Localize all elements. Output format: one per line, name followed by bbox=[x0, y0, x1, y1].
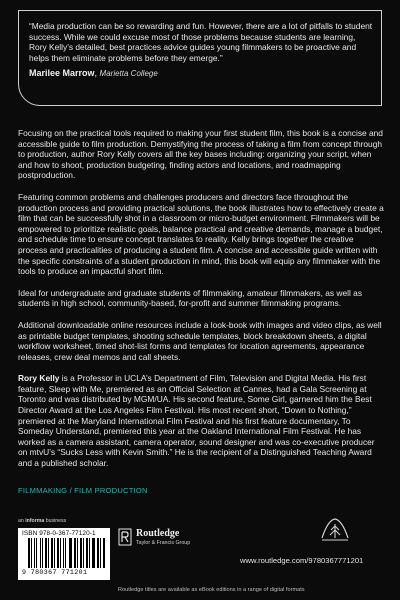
author-bio-text: is a Professor in UCLA’s Department of Film, Television and Digital Media. His first feature, Sleep with Me, premiered as an Official Selection at Cannes, had a Gala Screening at Toronto and was distributed by MGM/UA. His second feature, Some Girl, garnered him the Best Director Award at the Los Angeles Film Festival. His most recent short, “Down to Nothing,” premiered at the Maryland International Film Festival and his first feature documentary, To Someday Understand, premiered this year at the Oakland International Film Festival. He has worked as a camera assistant, camera operator, sound designer and was co-executive producer on mtvU’s “Sucks Less with Kevin Smith.” He is the recipient of a Distinguished Teaching Award and a published scholar. bbox=[18, 373, 375, 469]
author-name: Rory Kelly bbox=[18, 373, 60, 384]
barcode-bar bbox=[36, 538, 37, 568]
barcode-digits: 9 780367 771201 bbox=[22, 569, 88, 576]
description-paragraph: Featuring common problems and challenges producers and directors face throughout the production process and providing practical solutions, the book illustrates how to effectively create a film that can be successfully shot in a classroom or micro-budget environment. Filmmakers will be empowered to prioritize realistic goals, balance practical and creative demands, manage a budget, and schedule time to ensure concept translates to reality. Kelly brings together the creative process and practicalities of producing a student film. A concise and accessible guide written with the specific constraints of a student production in mind, this book will equip any filmmaker with the tools to produce an impactful short film. bbox=[18, 191, 384, 277]
imprint-line: an informa business bbox=[18, 518, 67, 524]
endorsement-quote-box bbox=[18, 10, 382, 106]
publisher-name: Routledge bbox=[136, 528, 180, 539]
imprint-brand: informa bbox=[25, 518, 45, 524]
publisher-website-link[interactable]: www.routledge.com/9780367771201 bbox=[240, 556, 364, 565]
endorser-affiliation: Marietta College bbox=[99, 69, 158, 78]
description-paragraph: Focusing on the practical tools required to making your first student film, this book is a concise and accessible guide to film production. Demystifying the process of taking a film from concept through to production, author Rory Kelly covers all the key bases including: organizing your script, when and how to shoot, production budgeting, finding actors and locations, and roadmapping postproduction. bbox=[18, 128, 383, 181]
endorsement-attribution: Marilee Marrow, Marietta College bbox=[29, 68, 158, 78]
endorsement-quote-text: “Media production can be so rewarding and fun. However, there are a lot of pitfalls to student success. While we could excuse most of those problems because students are learning, Rory Kelly’s detailed, best practices advice guides young filmmakers to be proactive and helps them eliminate problems before they emerge.” bbox=[29, 21, 373, 63]
book-description bbox=[18, 128, 384, 480]
isbn-barcode bbox=[18, 528, 110, 580]
ebook-availability-note: Routledge titles are available as eBook editions in a range of digital formats bbox=[118, 587, 305, 593]
publisher-group: Taylor & Francis Group bbox=[136, 540, 191, 546]
barcode-bar bbox=[65, 538, 66, 568]
sustainable-forestry-icon bbox=[318, 516, 352, 544]
author-bio bbox=[18, 373, 384, 468]
resources-paragraph: Additional downloadable online resources include a look-book with images and video clips, as well as printable budget templates, shooting schedule templates, block breakdown sheets, a digital workflow worksheet, timed shot-list forms and templates for location agreements, appearance releases, crew deal memos and call sheets. bbox=[18, 319, 382, 362]
publisher-logo bbox=[118, 528, 190, 546]
audience-paragraph: Ideal for undergraduate and graduate students of filmmaking, amateur filmmakers, as well as students in high school, community-based, for-profit and summer filmmaking programs. bbox=[18, 287, 363, 309]
subject-category: FILMMAKING / FILM PRODUCTION bbox=[18, 486, 148, 495]
isbn-label: ISBN 978-0-367-77120-1 bbox=[22, 530, 96, 537]
routledge-logo-icon bbox=[118, 528, 132, 546]
barcode-bars bbox=[28, 538, 106, 568]
endorser-name: Marilee Marrow bbox=[29, 68, 95, 78]
